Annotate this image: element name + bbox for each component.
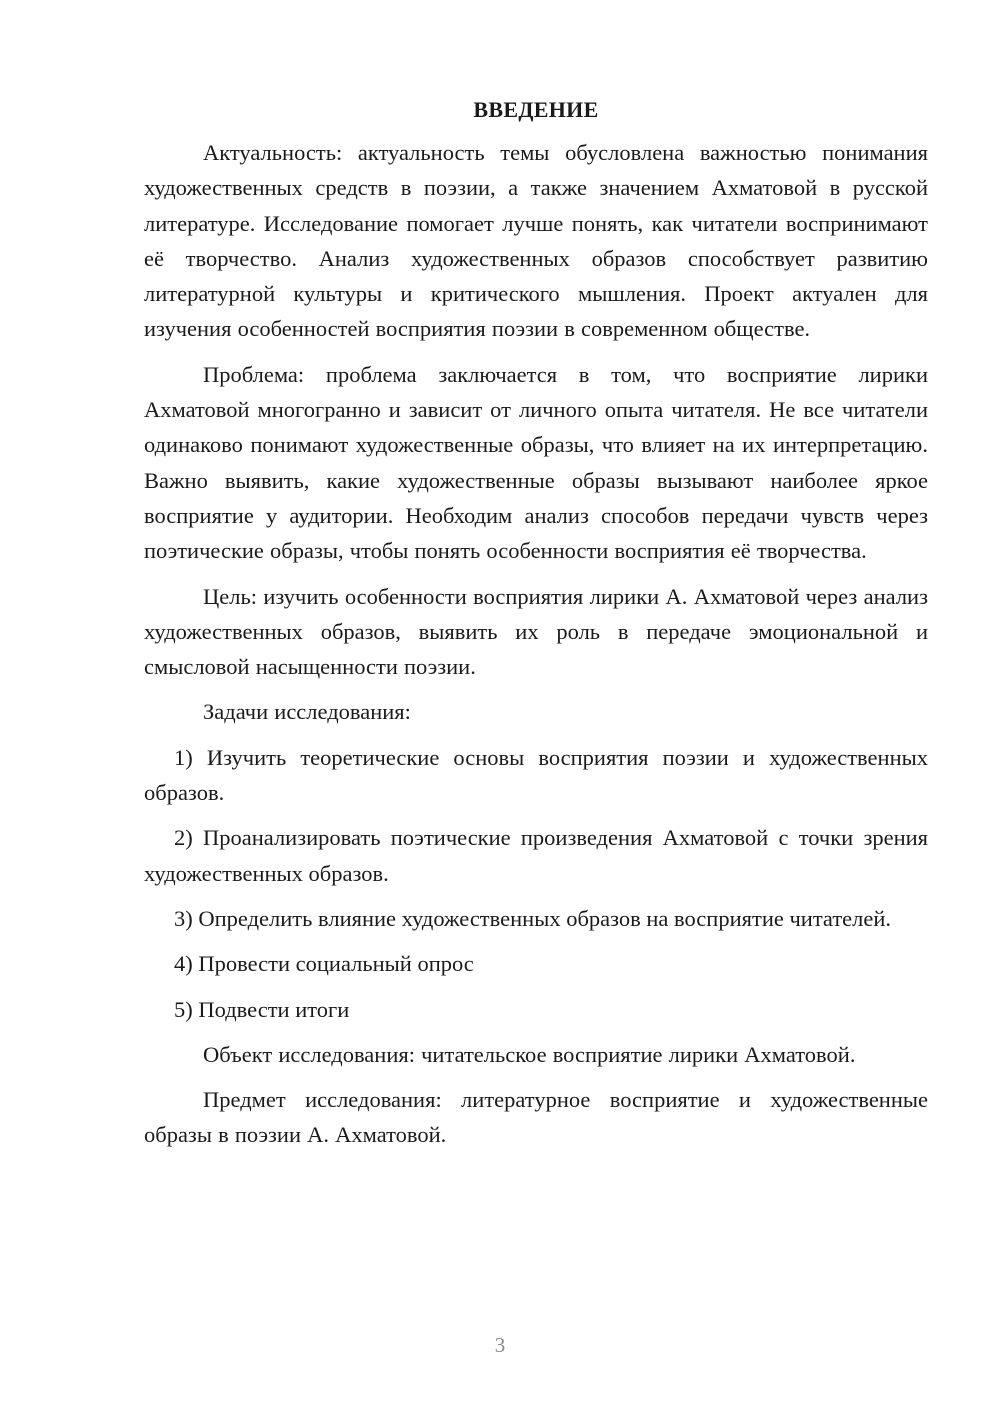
task-item-3: 3) Определить влияние художественных образов на восприятие читателей. [174, 905, 892, 931]
task-item-4: 4) Провести социальный опрос [174, 951, 474, 977]
page-title: ВВЕДЕНИЕ [473, 97, 599, 122]
task-item-1: 1) Изучить теоретические основы восприятия поэзии и художественных образов. [144, 744, 928, 806]
task-item-2: 2) Проанализировать поэтические произведения Ахматовой с точки зрения художественных образов. [144, 825, 928, 886]
subject-paragraph: Предмет исследования: литературное восприятие и художественные образы в поэзии А. Ахматовой. [144, 1087, 928, 1148]
document-page [144, 93, 928, 1153]
goal-paragraph: Цель: изучить особенности восприятия лирики А. Ахматовой через анализ художественных образов, выявить их роль в передаче эмоциональной и смысловой насыщенности поэзии. [144, 583, 928, 680]
tasks-heading: Задачи исследования: [203, 699, 411, 725]
relevance-paragraph: Актуальность: актуальность темы обусловлена важностью понимания художественных средств в поэзии, а также значением Ахматовой в русской литературе. Исследование помогает лучше понять, как читатели воспринимают её творчество. Анализ художественных образов способствует развитию литературной культуры и критического мышления. Проект актуален для изучения особенностей восприятия поэзии в современном обществе. [144, 140, 928, 342]
page-number: 3 [494, 1333, 506, 1357]
problem-paragraph: Проблема: проблема заключается в том, что восприятие лирики Ахматовой многогранно и зависит от личного опыта читателя. Не все читатели одинаково понимают художественные образы, что влияет на их интерпретацию. Важно выявить, какие художественные образы вызывают наиболее яркое восприятие у аудитории. Необходим анализ способов передачи чувств через поэтические образы, чтобы понять особенности восприятия её творчества. [144, 361, 928, 564]
object-paragraph: Объект исследования: читательское восприятие лирики Ахматовой. [203, 1041, 856, 1067]
task-item-5: 5) Подвести итоги [174, 996, 350, 1022]
